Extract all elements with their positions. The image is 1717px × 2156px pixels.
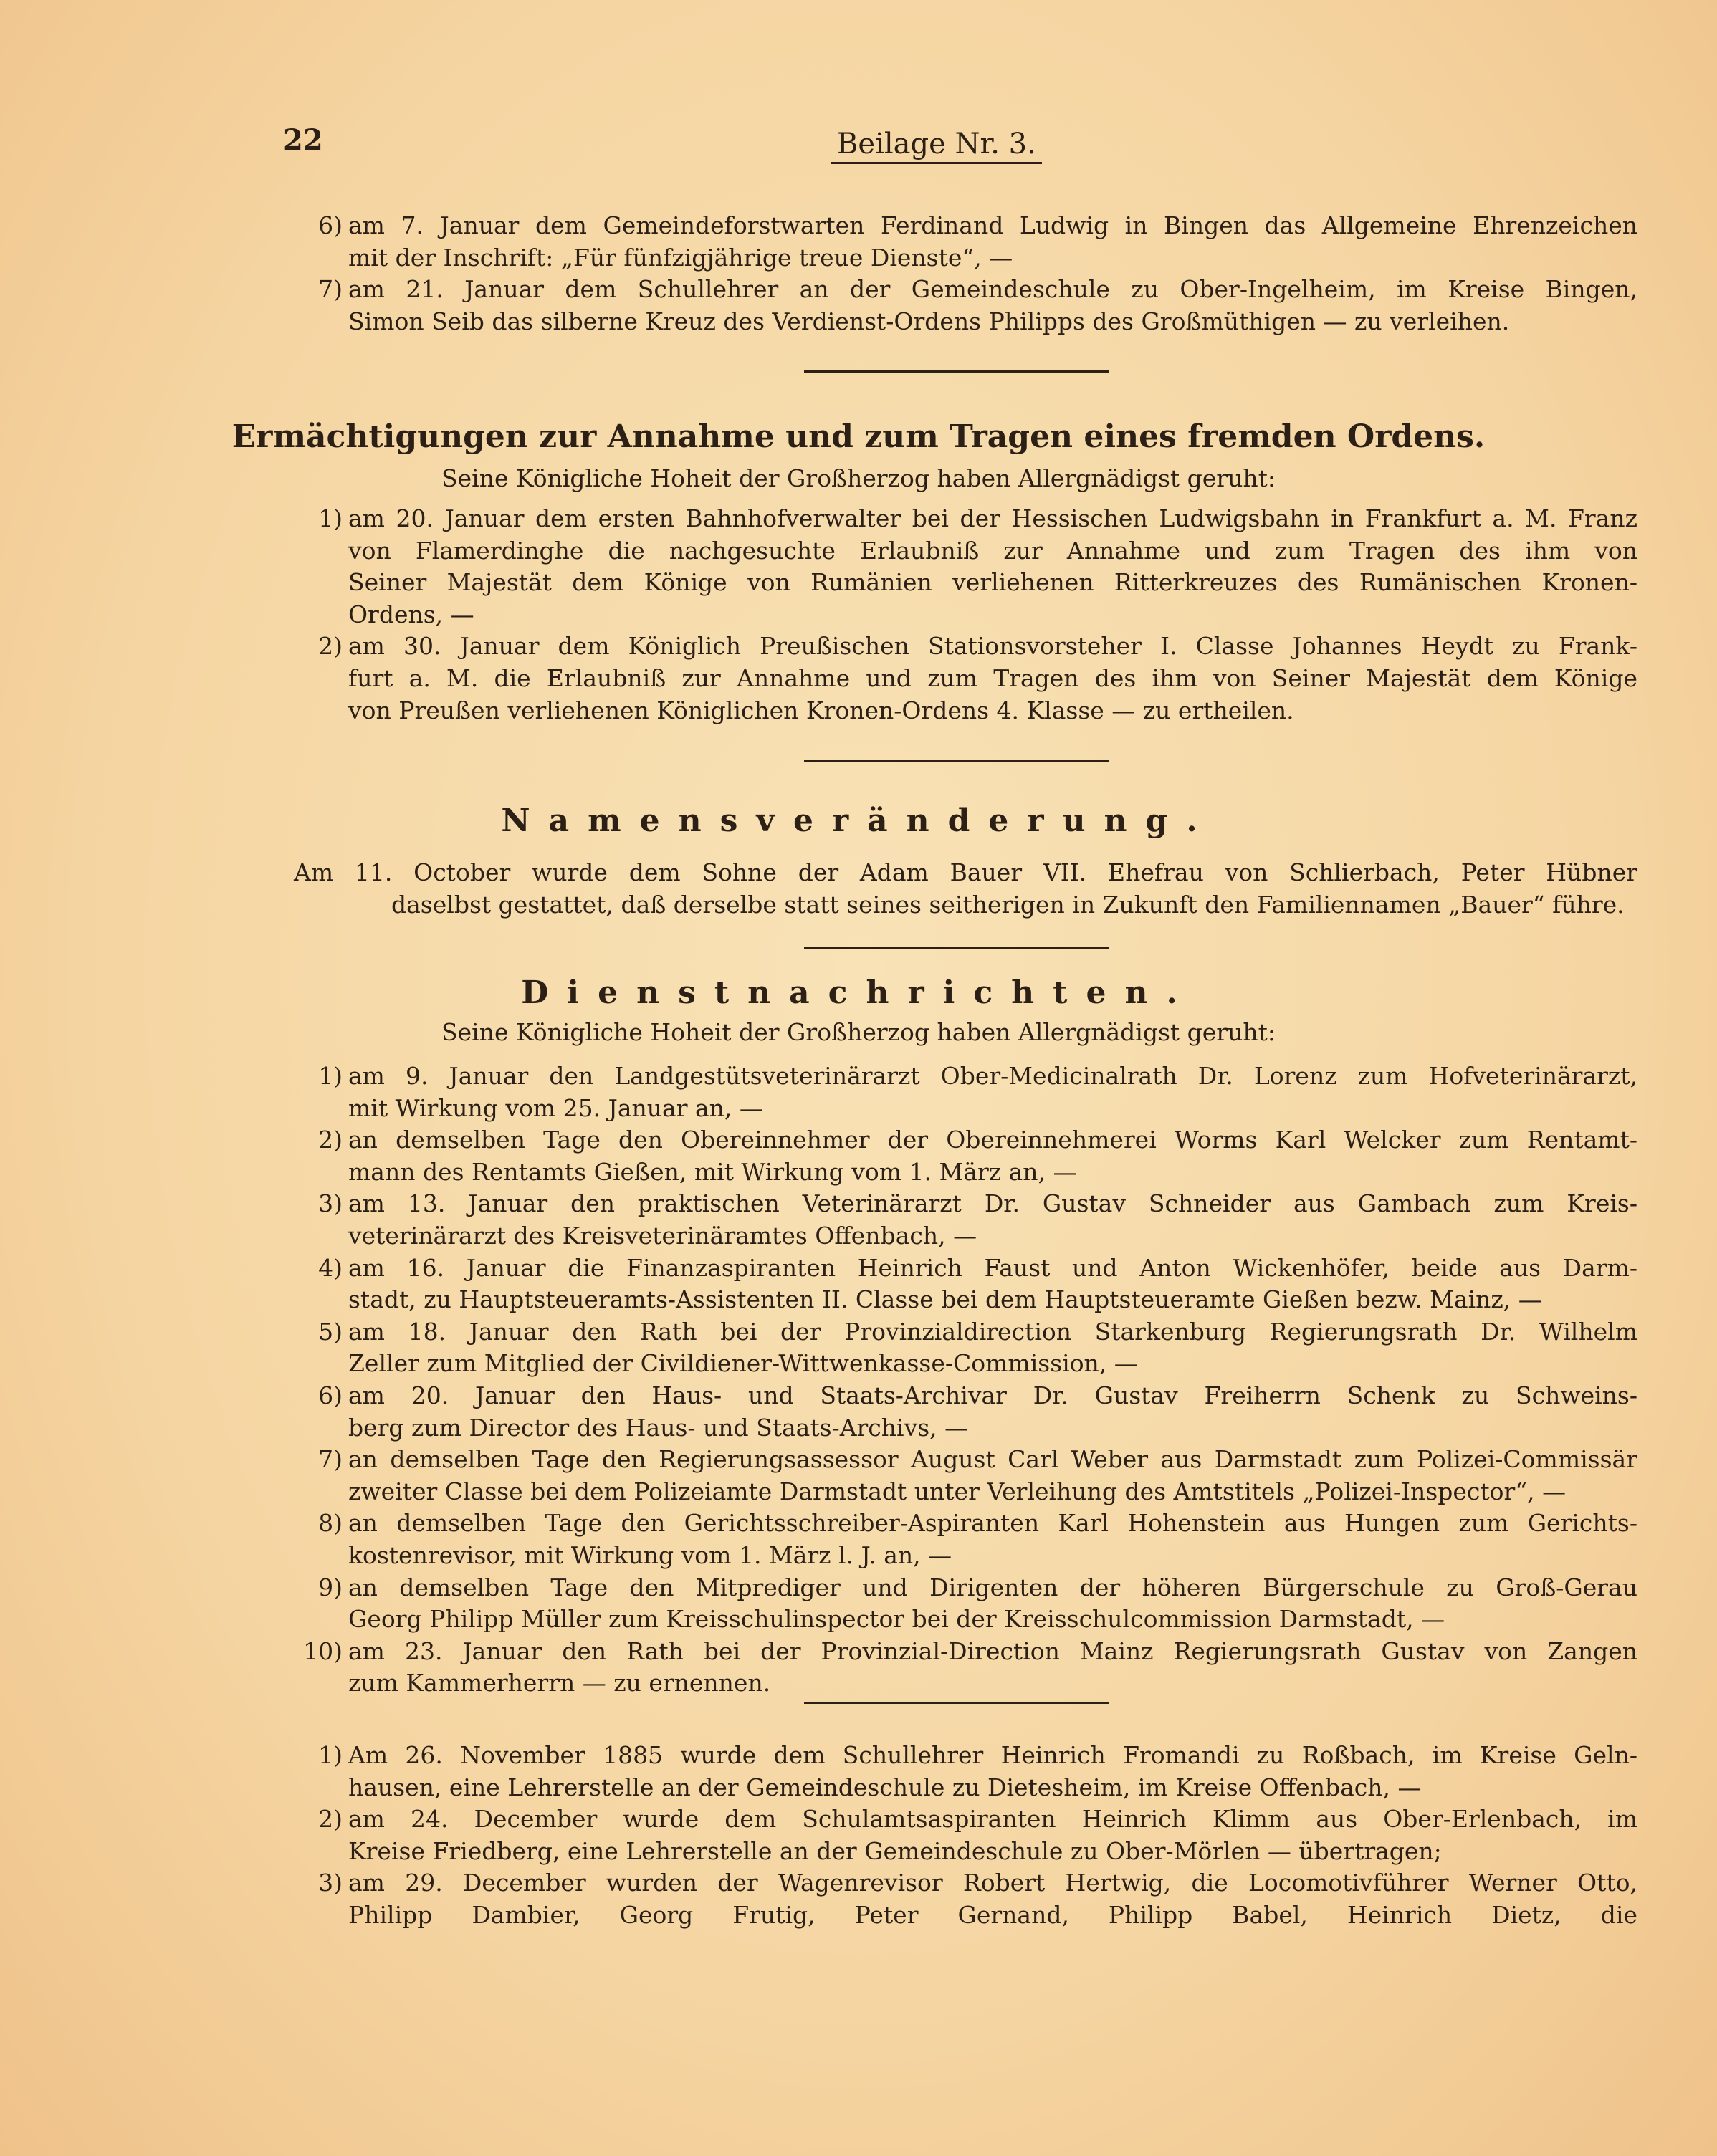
text-line: am 18. Januar den Rath bei der Provinzialdirection Starkenburg Regierungsrath Dr. Wilhelm [348,1317,1637,1346]
text-line: am 9. Januar den Landgestütsveterinärarzt Ober-Medicinalrath Dr. Lorenz zum Hofveterinärarzt, [348,1062,1637,1090]
text-line: furt a. M. die Erlaubniß zur Annahme und zum Tragen des ihm von Seiner Majestät dem Könige [348,663,1637,692]
item-body [348,1316,1637,1380]
list-item [294,1867,1637,1931]
section-intro-service: Seine Königliche Hoheit der Großherzog haben Allergnädigst geruht: [441,1018,1276,1046]
text-line: zum Kammerherrn — zu ernennen. [348,1669,771,1697]
running-head: Beilage Nr. 3. [831,128,1042,164]
list-item [294,1444,1637,1508]
text-line: Am 11. October wurde dem Sohne der Adam Bauer VII. Ehefrau von Schlierbach, Peter Hübner [294,858,1637,886]
section-divider [804,760,1109,762]
item-body [348,1740,1637,1803]
item-body [348,1444,1637,1508]
text-line: am 29. December wurden der Wagenrevisor Robert Hertwig, die Locomotivführer Werner Otto, [348,1869,1637,1897]
item-body [348,631,1637,727]
text-line: am 7. Januar dem Gemeindeforstwarten Ferdinand Ludwig in Bingen das Allgemeine Ehrenzeichen [348,211,1637,239]
text-line: berg zum Director des Haus- und Staats-Archivs, — [348,1413,969,1442]
item-number: 1) [318,1062,343,1090]
text-line: von Preußen verliehenen Königlichen Kronen-Ordens 4. Klasse — zu ertheilen. [348,696,1294,724]
item-number: 2) [318,1805,343,1834]
item-body [348,1060,1637,1124]
section-divider [804,1702,1109,1704]
item-body [348,1508,1637,1571]
text-line: mann des Rentamts Gießen, mit Wirkung vom 1. März an, — [348,1157,1077,1186]
item-body [348,1252,1637,1316]
text-line: stadt, zu Hauptsteueramts-Assistenten II. Classe bei dem Hauptsteueramte Gießen bezw. Mainz, — [348,1285,1542,1314]
item-body [348,1803,1637,1867]
text-line: Ordens, — [348,600,474,628]
text-line: mit der Inschrift: „Für fünfzigjährige treue Dienste“, — [348,243,1013,272]
list-item [294,1316,1637,1380]
section-heading-service: Dienstnachrichten. [521,974,1196,1011]
awards-list [294,210,1637,337]
item-number: 3) [318,1869,343,1897]
item-number: 1) [318,1741,343,1769]
text-line: an demselben Tage den Gerichtsschreiber-Aspiranten Karl Hohenstein aus Hungen zum Gerichts- [348,1509,1637,1538]
text-line: Georg Philipp Müller zum Kreisschulinspector bei der Kreisschulcommission Darmstadt, — [348,1605,1445,1634]
list-item [294,1380,1637,1444]
text-line: an demselben Tage den Regierungsassessor August Carl Weber aus Darmstadt zum Polizei-Commissär [348,1445,1637,1474]
list-item [294,1572,1637,1636]
text-line: am 20. Januar den Haus- und Staats-Archivar Dr. Gustav Freiherrn Schenk zu Schweins- [348,1381,1637,1409]
text-line: am 16. Januar die Finanzaspiranten Heinrich Faust und Anton Wickenhöfer, beide aus Darm- [348,1253,1637,1282]
item-number: 4) [318,1253,343,1282]
item-number: 7) [318,1445,343,1474]
item-number: 2) [318,1126,343,1154]
text-line: mit Wirkung vom 25. Januar an, — [348,1093,763,1122]
item-number: 2) [318,632,343,661]
text-line: an demselben Tage den Obereinnehmer der Obereinnehmerei Worms Karl Welcker zum Rentamt- [348,1126,1637,1154]
item-body [348,1124,1637,1188]
item-number: 8) [318,1509,343,1538]
section-divider [804,947,1109,949]
list-item [294,1803,1637,1867]
list-item [294,274,1637,337]
service-list [294,1060,1637,1700]
item-number: 6) [318,1381,343,1409]
item-body [348,210,1637,274]
text-line: am 21. Januar dem Schullehrer an der Gemeindeschule zu Ober-Ingelheim, im Kreise Bingen, [348,275,1637,304]
text-line: am 23. Januar den Rath bei der Provinzial-Direction Mainz Regierungsrath Gustav von Zangen [348,1637,1637,1665]
section-intro-orders: Seine Königliche Hoheit der Großherzog haben Allergnädigst geruht: [441,464,1276,492]
list-item [294,210,1637,274]
text-line: am 20. Januar dem ersten Bahnhofverwalter bei der Hessischen Ludwigsbahn in Frankfurt a. M. Franz [348,504,1637,532]
item-number: 6) [318,211,343,239]
section-heading-name-change: Namensveränderung. [501,802,1216,839]
text-line: Am 26. November 1885 wurde dem Schullehrer Heinrich Fromandi zu Roßbach, im Kreise Geln- [348,1741,1637,1769]
list-item [294,1740,1637,1803]
list-item [294,1636,1637,1700]
section-divider [804,370,1109,373]
list-item [294,1124,1637,1188]
item-body [348,274,1637,337]
text-line: am 13. Januar den praktischen Veterinärarzt Dr. Gustav Schneider aus Gambach zum Kreis- [348,1189,1637,1218]
text-line: Simon Seib das silberne Kreuz des Verdienst-Ordens Philipps des Großmüthigen — zu verleihen. [348,307,1510,335]
list-item [294,503,1637,631]
text-line: veterinärarzt des Kreisveterinäramtes Offenbach, — [348,1221,977,1250]
text-line: von Flamerdinghe die nachgesuchte Erlaubniß zur Annahme und zum Tragen des ihm von [348,536,1637,565]
text-line: am 30. Januar dem Königlich Preußischen Stationsvorsteher I. Classe Johannes Heydt zu Frank- [348,632,1637,661]
text-line: Seiner Majestät dem Könige von Rumänien verliehenen Ritterkreuzes des Rumänischen Kronen- [348,568,1637,597]
text-line: zweiter Classe bei dem Polizeiamte Darmstadt unter Verleihung des Amtstitels „Polizei-Inspector“, — [348,1477,1567,1505]
text-line: Kreise Friedberg, eine Lehrerstelle an der Gemeindeschule zu Ober-Mörlen — übertragen; [348,1836,1442,1865]
text-line: kostenrevisor, mit Wirkung vom 1. März l. J. an, — [348,1541,952,1569]
item-body [348,1572,1637,1636]
item-body [348,503,1637,631]
item-body [348,1188,1637,1252]
text-line: hausen, eine Lehrerstelle an der Gemeindeschule zu Dietesheim, im Kreise Offenbach, — [348,1773,1422,1801]
section-heading-orders: Ermächtigungen zur Annahme und zum Tragen eines fremden Ordens. [231,418,1486,455]
list-item [294,631,1637,727]
item-number: 1) [318,504,343,532]
text-line: an demselben Tage den Mitprediger und Dirigenten der höheren Bürgerschule zu Groß-Gerau [348,1573,1637,1601]
list-item [294,1060,1637,1124]
text-line: am 24. December wurde dem Schulamtsaspiranten Heinrich Klimm aus Ober-Erlenbach, im [348,1805,1637,1834]
item-number: 7) [318,275,343,304]
text-line: daselbst gestattet, daß derselbe statt seines seitherigen in Zukunft den Familiennamen „Bauer“ führe. [391,890,1625,919]
item-body [348,1867,1637,1931]
text-line: Philipp Dambier, Georg Frutig, Peter Gernand, Philipp Babel, Heinrich Dietz, die [348,1900,1637,1929]
orders-list [294,503,1637,727]
teachers-list [294,1740,1637,1932]
list-item [294,1508,1637,1571]
list-item [294,1252,1637,1316]
item-body [348,1636,1637,1700]
page-number: 22 [283,123,323,157]
list-item [294,1188,1637,1252]
name-change-paragraph [294,857,1637,921]
item-number: 3) [318,1189,343,1218]
item-body [348,1380,1637,1444]
item-number: 5) [318,1317,343,1346]
item-number: 9) [318,1573,343,1601]
text-line: Zeller zum Mitglied der Civildiener-Wittwenkasse-Commission, — [348,1349,1138,1378]
item-number: 10) [303,1637,343,1665]
